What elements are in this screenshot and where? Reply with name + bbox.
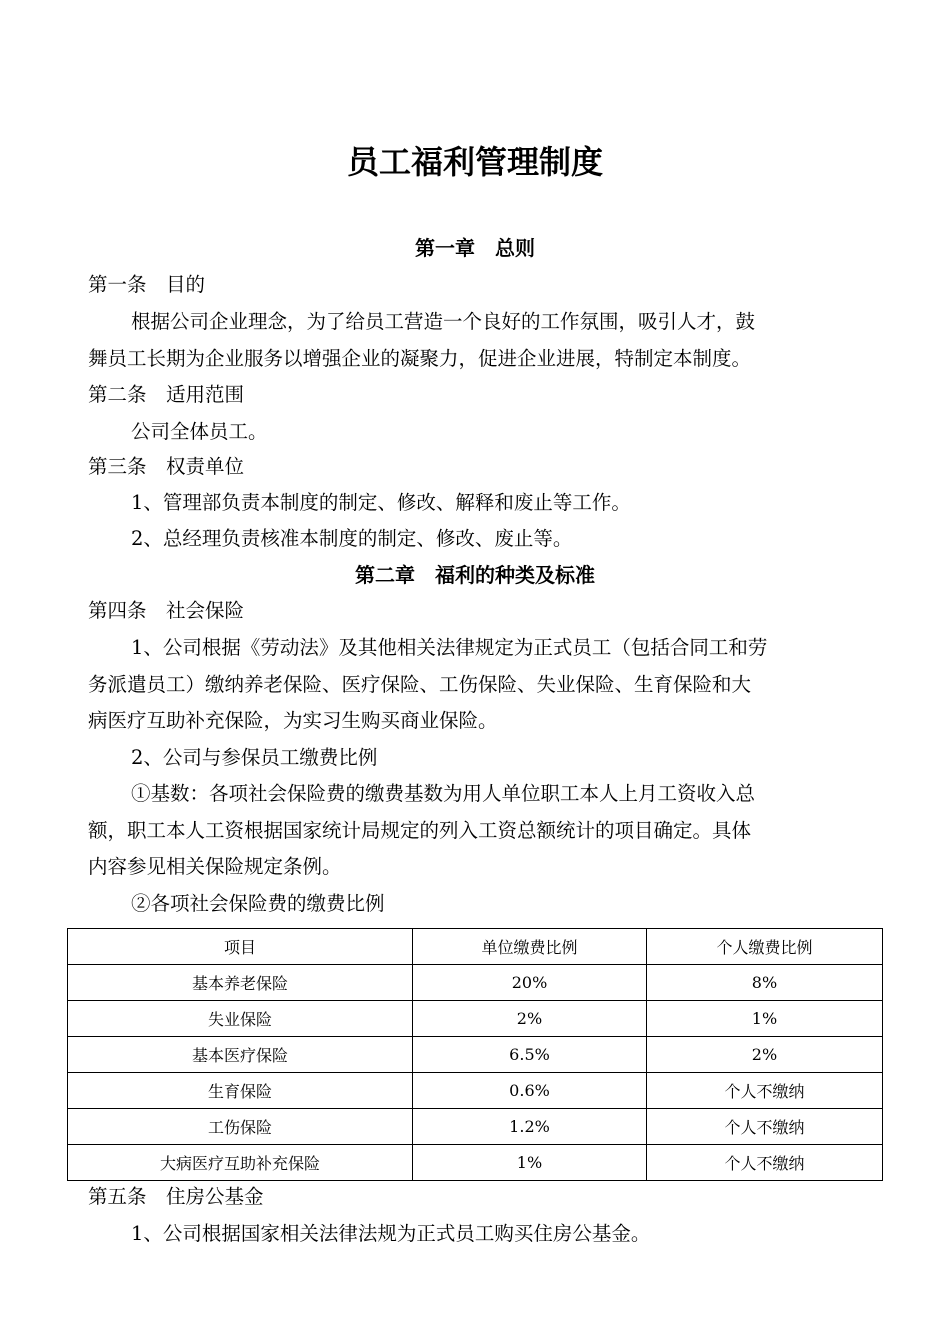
- table-header-cell: 个人缴费比例: [647, 929, 883, 965]
- insurance-ratio-table: [67, 928, 883, 1181]
- table-cell: 生育保险: [68, 1073, 413, 1109]
- table-cell: 个人不缴纳: [647, 1073, 883, 1109]
- list-item: 1、公司根据国家相关法律法规为正式员工购买住房公基金。: [131, 1222, 651, 1245]
- table-cell: 基本医疗保险: [68, 1037, 413, 1073]
- table-cell: 个人不缴纳: [647, 1145, 883, 1181]
- table-cell: 20%: [413, 965, 647, 1001]
- table-cell: 1%: [647, 1001, 883, 1037]
- article-heading: 第四条 社会保险: [88, 599, 245, 622]
- list-item: 2、公司与参保员工缴费比例: [131, 746, 378, 769]
- page-title: 员工福利管理制度: [346, 143, 603, 181]
- article-heading: 第一条 目的: [88, 273, 206, 296]
- article-heading: 第五条 住房公基金: [88, 1185, 264, 1208]
- table-row: [68, 965, 883, 1001]
- table-row: [68, 1145, 883, 1181]
- chapter-heading: 第二章 福利的种类及标准: [355, 563, 595, 587]
- paragraph-line: ②各项社会保险费的缴费比例: [131, 892, 385, 915]
- paragraph-line: 务派遣员工）缴纳养老保险、医疗保险、工伤保险、失业保险、生育保险和大: [88, 673, 752, 696]
- table-cell: 1.2%: [413, 1109, 647, 1145]
- table-cell: 大病医疗互助补充保险: [68, 1145, 413, 1181]
- table-cell: 1%: [413, 1145, 647, 1181]
- paragraph-line: 内容参见相关保险规定条例。: [88, 855, 342, 878]
- table-cell: 8%: [647, 965, 883, 1001]
- paragraph-line: 根据公司企业理念，为了给员工营造一个良好的工作氛围，吸引人才，鼓: [131, 310, 756, 333]
- table-header-cell: 单位缴费比例: [413, 929, 647, 965]
- table-cell: 2%: [647, 1037, 883, 1073]
- paragraph-line: 公司全体员工。: [131, 420, 268, 443]
- article-heading: 第三条 权责单位: [88, 455, 245, 478]
- table-row: [68, 1001, 883, 1037]
- chapter-heading: 第一章 总则: [415, 236, 535, 260]
- article-heading: 第二条 适用范围: [88, 383, 245, 406]
- table-cell: 工伤保险: [68, 1109, 413, 1145]
- table-cell: 个人不缴纳: [647, 1109, 883, 1145]
- list-item: 1、管理部负责本制度的制定、修改、解释和废止等工作。: [131, 491, 631, 514]
- paragraph-line: 额，职工本人工资根据国家统计局规定的列入工资总额统计的项目确定。具体: [88, 819, 752, 842]
- table-cell: 6.5%: [413, 1037, 647, 1073]
- paragraph-line: ①基数：各项社会保险费的缴费基数为用人单位职工本人上月工资收入总: [131, 782, 756, 805]
- table-row: [68, 1037, 883, 1073]
- table-header-row: [68, 929, 883, 965]
- paragraph-line: 1、公司根据《劳动法》及其他相关法律规定为正式员工（包括合同工和劳: [131, 636, 768, 659]
- table-cell: 0.6%: [413, 1073, 647, 1109]
- table-cell: 基本养老保险: [68, 965, 413, 1001]
- list-item: 2、总经理负责核准本制度的制定、修改、废止等。: [131, 527, 573, 550]
- paragraph-line: 舞员工长期为企业服务以增强企业的凝聚力，促进企业进展，特制定本制度。: [88, 347, 752, 370]
- table-cell: 失业保险: [68, 1001, 413, 1037]
- table-cell: 2%: [413, 1001, 647, 1037]
- table-row: [68, 1073, 883, 1109]
- table-row: [68, 1109, 883, 1145]
- table-header-cell: 项目: [68, 929, 413, 965]
- paragraph-line: 病医疗互助补充保险，为实习生购买商业保险。: [88, 709, 498, 732]
